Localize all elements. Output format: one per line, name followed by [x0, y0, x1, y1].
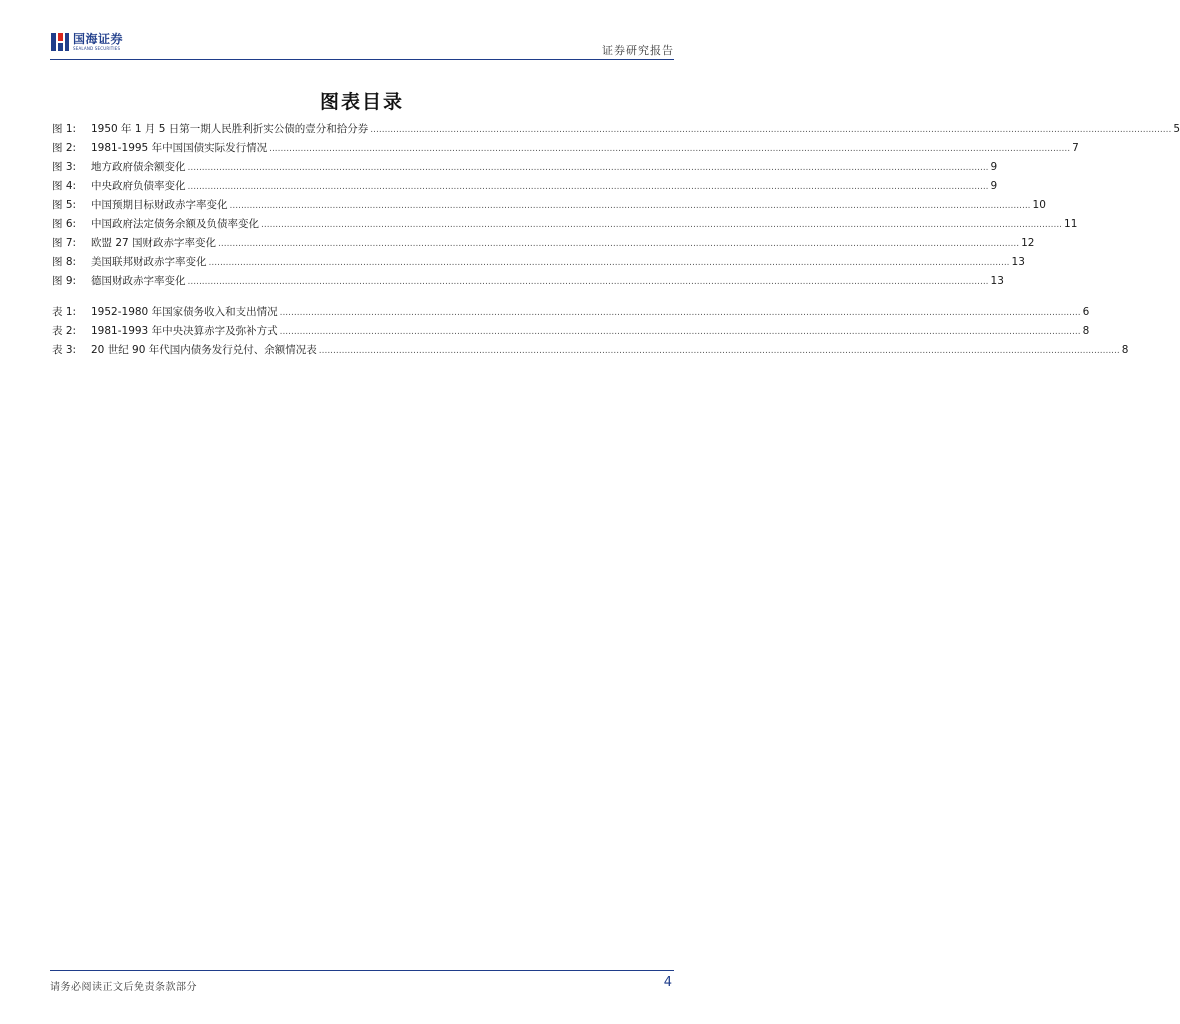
toc-entry-figure-6[interactable] — [52, 215, 1078, 234]
toc-entry-page: 12 — [1021, 237, 1035, 249]
page-number: 4 — [663, 975, 672, 990]
toc-leader-dots — [188, 159, 989, 178]
toc-leader-dots — [261, 216, 1062, 235]
toc-entry-figure-4[interactable] — [52, 177, 998, 196]
toc-entry-label: 图 6: — [52, 218, 77, 230]
toc-entry-label: 表 1: — [52, 306, 77, 318]
toc-entry-figure-1[interactable] — [52, 120, 1180, 139]
toc-entry-figure-3[interactable] — [52, 158, 998, 177]
disclaimer-note: 请务必阅读正文后免责条款部分 — [50, 982, 197, 993]
toc-entry-title: 20 世纪 90 年代国内债务发行兑付、余额情况表 — [91, 344, 317, 356]
toc-entry-title: 1981-1993 年中央决算赤字及弥补方式 — [91, 325, 278, 337]
toc-entry-page: 8 — [1121, 344, 1129, 356]
page-footer — [50, 970, 674, 997]
toc-leader-dots — [319, 342, 1120, 361]
toc-entry-label: 图 4: — [52, 180, 77, 192]
toc-leader-dots — [188, 178, 989, 197]
toc-entry-label: 图 8: — [52, 256, 77, 268]
toc-entry-page: 11 — [1064, 218, 1078, 230]
page-header — [50, 28, 674, 60]
toc-entry-title: 美国联邦财政赤字率变化 — [91, 256, 207, 268]
toc-entry-page: 9 — [990, 180, 998, 192]
company-logo — [50, 30, 123, 54]
toc-title: 图表目录 — [319, 91, 404, 113]
toc-entry-table-2[interactable] — [52, 322, 1090, 341]
toc-entry-label: 表 2: — [52, 325, 77, 337]
toc-entry-title: 欧盟 27 国财政赤字率变化 — [91, 237, 217, 249]
toc-entry-title: 1950 年 1 月 5 日第一期人民胜利折实公债的壹分和拾分券 — [91, 123, 369, 135]
toc-entry-page: 9 — [990, 161, 998, 173]
toc-entry-page: 10 — [1032, 199, 1046, 211]
toc-entry-page: 13 — [1011, 256, 1025, 268]
toc-entry-figure-2[interactable] — [52, 139, 1079, 158]
toc-entry-title: 中国政府法定债务余额及负债率变化 — [91, 218, 259, 230]
toc-entry-page: 6 — [1082, 306, 1090, 318]
toc-entry-title: 1952-1980 年国家债务收入和支出情况 — [91, 306, 278, 318]
toc-entry-title: 中国预期目标财政赤字率变化 — [91, 199, 228, 211]
toc-entry-label: 图 9: — [52, 275, 77, 287]
toc-entry-title: 德国财政赤字率变化 — [91, 275, 186, 287]
logo-english-name: SEALAND SECURITIES — [73, 46, 121, 51]
toc-entry-label: 表 3: — [52, 344, 77, 356]
toc-leader-dots — [209, 254, 1010, 273]
toc-entry-label: 图 2: — [52, 142, 77, 154]
toc-leader-dots — [188, 273, 989, 292]
toc-group-divider — [52, 291, 672, 303]
toc-leader-dots — [269, 140, 1070, 159]
toc-entry-figure-7[interactable] — [52, 234, 1035, 253]
toc-entry-page: 13 — [990, 275, 1004, 287]
toc-leader-dots — [218, 235, 1019, 254]
toc-entry-page: 8 — [1082, 325, 1090, 337]
toc-entry-title: 地方政府债余额变化 — [91, 161, 186, 173]
toc-entry-page: 7 — [1072, 142, 1079, 154]
toc-leader-dots — [280, 323, 1081, 342]
toc-entry-figure-9[interactable] — [52, 272, 1004, 291]
toc-list — [52, 120, 1180, 360]
report-type: 证券研究报告 — [602, 44, 674, 57]
toc-entry-label: 图 7: — [52, 237, 77, 249]
toc-entry-figure-8[interactable] — [52, 253, 1025, 272]
toc-entry-label: 图 1: — [52, 123, 77, 135]
toc-entry-table-3[interactable] — [52, 341, 1129, 360]
toc-entry-figure-5[interactable] — [52, 196, 1046, 215]
toc-entry-title: 1981-1995 年中国国债实际发行情况 — [91, 142, 268, 154]
toc-leader-dots — [280, 304, 1081, 323]
toc-entry-page: 5 — [1173, 123, 1180, 135]
toc-leader-dots — [370, 121, 1171, 140]
logo-chinese-name: 国海证券 — [73, 32, 124, 46]
toc-entry-label: 图 3: — [52, 161, 77, 173]
toc-entry-label: 图 5: — [52, 199, 77, 211]
toc-entry-title: 中央政府负债率变化 — [91, 180, 186, 192]
sealand-logo-icon — [50, 32, 70, 52]
toc-leader-dots — [230, 197, 1031, 216]
toc-entry-table-1[interactable] — [52, 303, 1090, 322]
